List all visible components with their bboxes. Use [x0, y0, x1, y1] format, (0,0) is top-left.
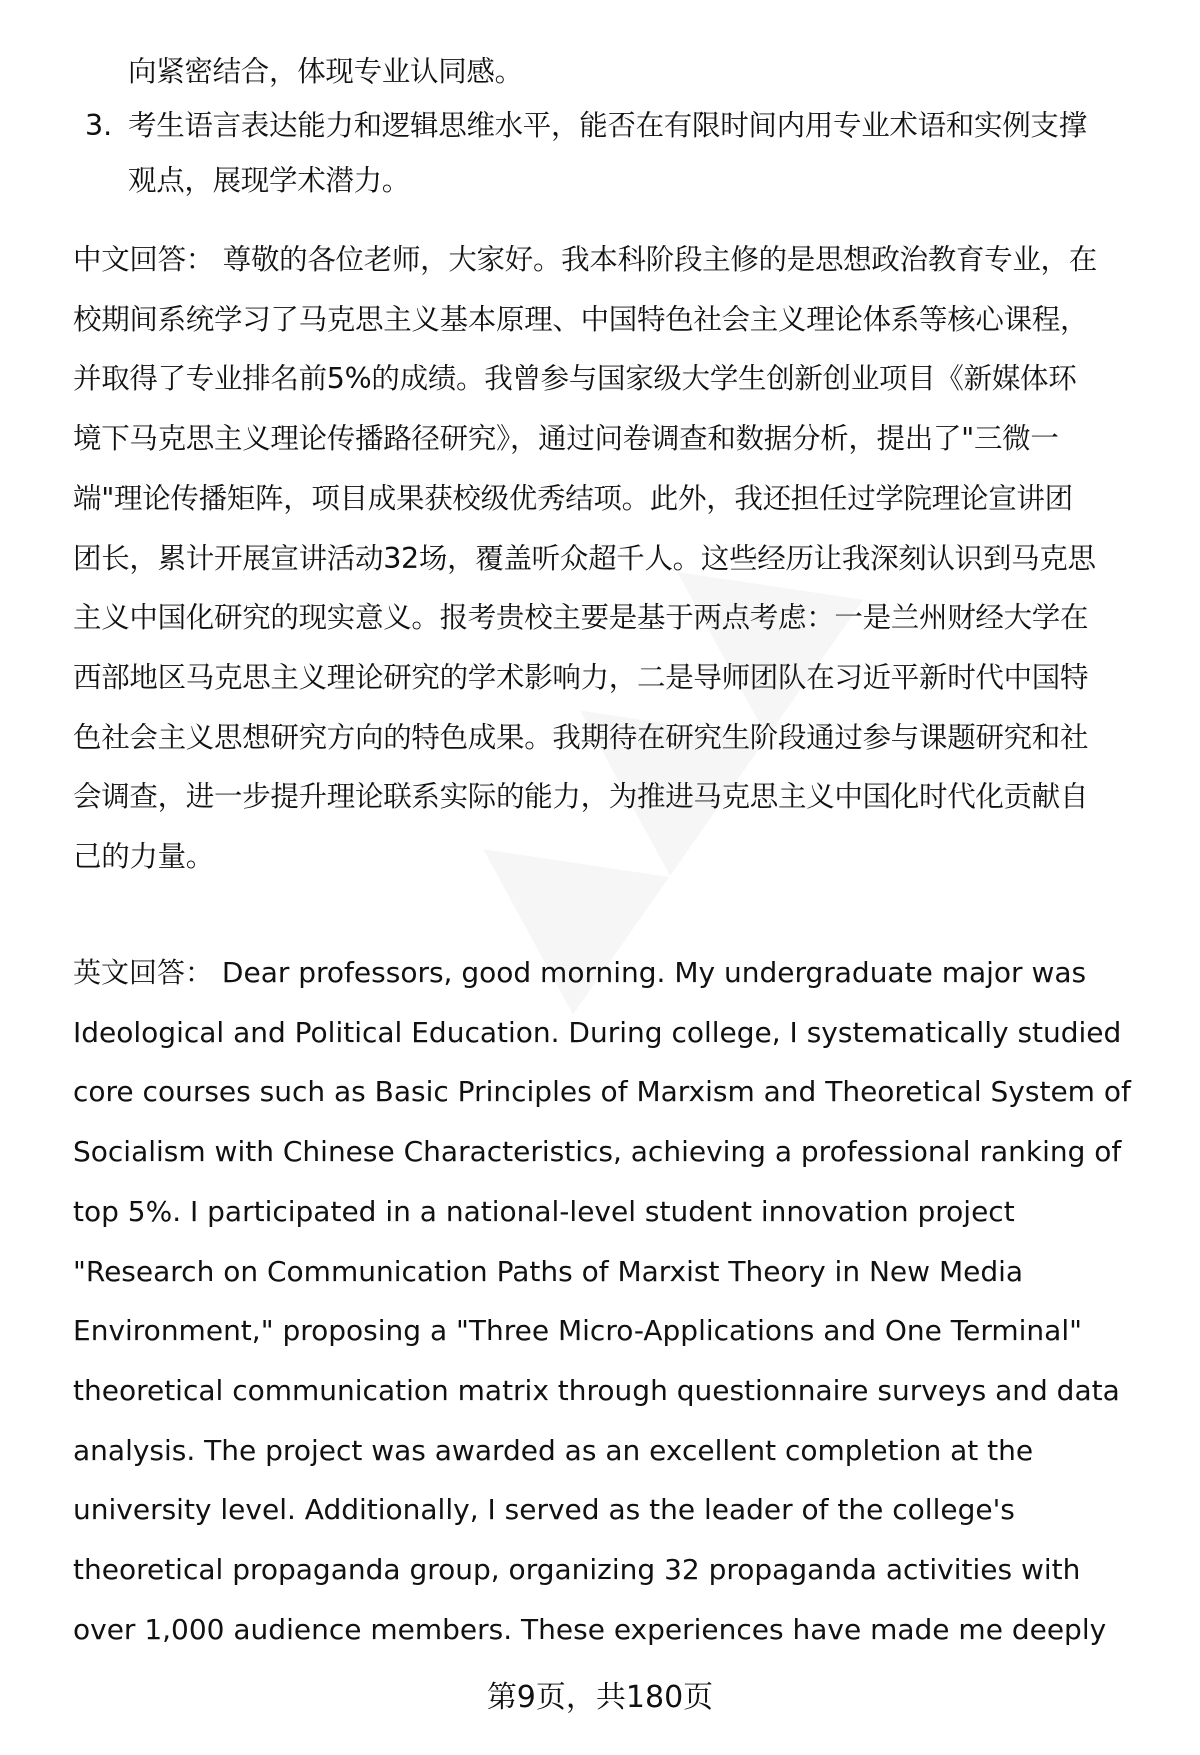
english-answer-line: university level. Additionally, I served as the leader of the college's — [73, 1493, 1015, 1527]
chinese-answer-line: 境下马克思主义理论传播路径研究》，通过问卷调查和数据分析，提出了"三微一 — [73, 422, 1059, 456]
item3-line: 观点，展现学术潜力。 — [128, 164, 411, 197]
english-answer-line: "Research on Communication Paths of Marxist Theory in New Media — [73, 1254, 1024, 1288]
item2-tail: 向紧密结合，体现专业认同感。 — [128, 55, 523, 88]
english-answer-line: Environment," proposing a "Three Micro-Applications and One Terminal" — [73, 1314, 1082, 1348]
chinese-answer-line: 会调查，进一步提升理论联系实际的能力，为推进马克思主义中国化时代化贡献自 — [73, 780, 1089, 814]
chinese-answer-line: 端"理论传播矩阵，项目成果获校级优秀结项。此外，我还担任过学院理论宣讲团 — [73, 481, 1073, 515]
chinese-answer-line: 西部地区马克思主义理论研究的学术影响力，二是导师团队在习近平新时代中国特 — [73, 660, 1089, 694]
page-number: 第9页，共180页 — [486, 1680, 714, 1715]
chinese-answer-line: 己的力量。 — [73, 840, 215, 873]
english-answer-line: over 1,000 audience members. These experiences have made me deeply — [73, 1612, 1107, 1646]
item3-line: 考生语言表达能力和逻辑思维水平，能否在有限时间内用专业术语和实例支撑 — [128, 109, 1087, 142]
chinese-answer-line: 团长，累计开展宣讲活动32场，覆盖听众超千人。这些经历让我深刻认识到马克思 — [73, 541, 1096, 575]
english-answer-line: 英文回答： Dear professors, good morning. My undergraduate major was — [73, 956, 1087, 989]
item3-number: 3. — [85, 109, 113, 142]
english-answer-line: theoretical communication matrix through questionnaire surveys and data — [73, 1373, 1120, 1407]
chinese-answer-line: 校期间系统学习了马克思主义基本原理、中国特色社会主义理论体系等核心课程， — [73, 302, 1089, 336]
english-answer-line: theoretical propaganda group, organizing 32 propaganda activities with — [73, 1553, 1081, 1586]
english-answer-line: Socialism with Chinese Characteristics, achieving a professional ranking of — [73, 1135, 1122, 1169]
chinese-answer-line: 主义中国化研究的现实意义。报考贵校主要是基于两点考虑：一是兰州财经大学在 — [73, 601, 1089, 635]
chinese-answer-line: 中文回答： 尊敬的各位老师，大家好。我本科阶段主修的是思想政治教育专业，在 — [73, 243, 1097, 276]
english-answer-line: analysis. The project was awarded as an excellent completion at the — [73, 1433, 1034, 1467]
english-answer-line: top 5%. I participated in a national-level student innovation project — [73, 1194, 1015, 1228]
english-answer-line: core courses such as Basic Principles of Marxism and Theoretical System of — [73, 1075, 1131, 1109]
english-answer-line: Ideological and Political Education. During college, I systematically studied — [73, 1015, 1122, 1049]
chinese-answer-line: 色社会主义思想研究方向的特色成果。我期待在研究生阶段通过参与课题研究和社 — [73, 720, 1089, 754]
chinese-answer-line: 并取得了专业排名前5%的成绩。我曾参与国家级大学生创新创业项目《新媒体环 — [73, 362, 1077, 396]
